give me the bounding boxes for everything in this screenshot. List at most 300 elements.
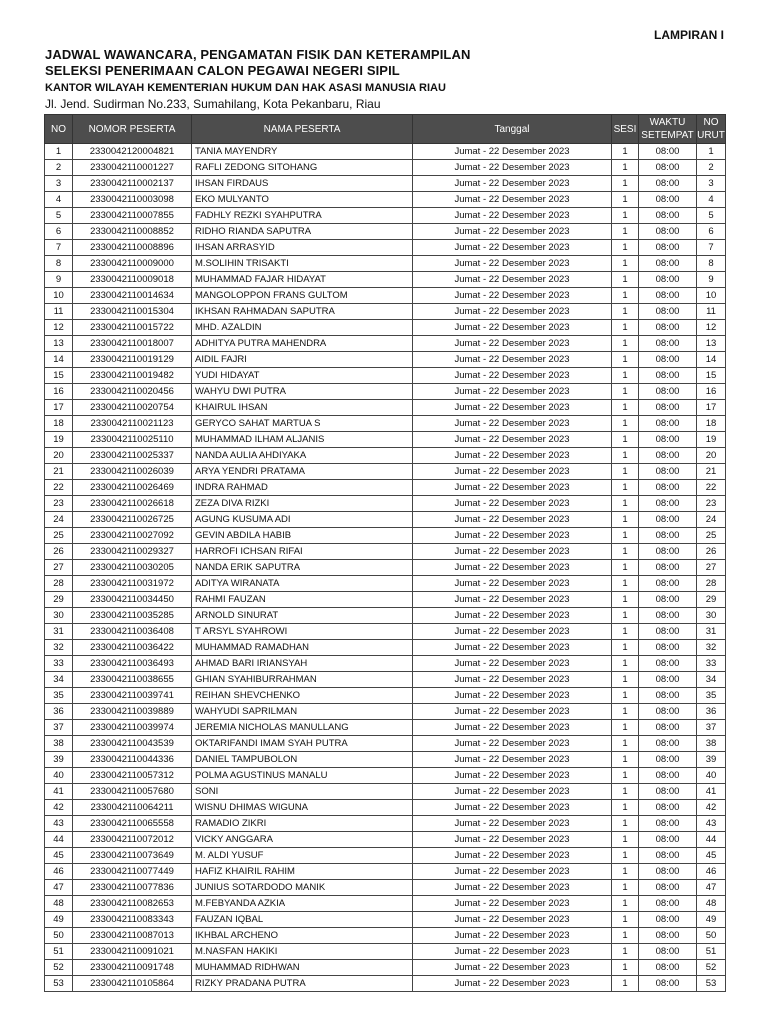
cell-no: 15	[45, 368, 73, 384]
cell-nomor-peserta: 2330042110019482	[73, 368, 192, 384]
cell-waktu: 08:00	[639, 384, 697, 400]
cell-no-urut: 16	[697, 384, 726, 400]
cell-no: 24	[45, 512, 73, 528]
cell-waktu: 08:00	[639, 736, 697, 752]
cell-no-urut: 6	[697, 224, 726, 240]
cell-tanggal: Jumat - 22 Desember 2023	[413, 672, 612, 688]
cell-nama-peserta: M.NASFAN HAKIKI	[192, 944, 413, 960]
cell-no: 5	[45, 208, 73, 224]
cell-nama-peserta: MUHAMMAD RAMADHAN	[192, 640, 413, 656]
cell-sesi: 1	[612, 912, 639, 928]
cell-sesi: 1	[612, 400, 639, 416]
table-row	[45, 208, 726, 224]
cell-nomor-peserta: 2330042110021123	[73, 416, 192, 432]
cell-tanggal: Jumat - 22 Desember 2023	[413, 800, 612, 816]
cell-tanggal: Jumat - 22 Desember 2023	[413, 224, 612, 240]
cell-tanggal: Jumat - 22 Desember 2023	[413, 656, 612, 672]
cell-no-urut: 13	[697, 336, 726, 352]
cell-nama-peserta: WAHYU DWI PUTRA	[192, 384, 413, 400]
cell-tanggal: Jumat - 22 Desember 2023	[413, 432, 612, 448]
cell-nama-peserta: OKTARIFANDI IMAM SYAH PUTRA	[192, 736, 413, 752]
cell-no: 29	[45, 592, 73, 608]
cell-waktu: 08:00	[639, 544, 697, 560]
cell-sesi: 1	[612, 816, 639, 832]
cell-tanggal: Jumat - 22 Desember 2023	[413, 896, 612, 912]
no-urut-line2: URUT	[697, 130, 725, 141]
table-row	[45, 272, 726, 288]
cell-nama-peserta: RIZKY PRADANA PUTRA	[192, 976, 413, 992]
cell-tanggal: Jumat - 22 Desember 2023	[413, 944, 612, 960]
cell-nomor-peserta: 2330042110026725	[73, 512, 192, 528]
table-row	[45, 304, 726, 320]
cell-nama-peserta: WAHYUDI SAPRILMAN	[192, 704, 413, 720]
table-row	[45, 544, 726, 560]
no-urut-line1: NO	[703, 117, 719, 128]
cell-no-urut: 33	[697, 656, 726, 672]
cell-no-urut: 40	[697, 768, 726, 784]
cell-nomor-peserta: 2330042110029327	[73, 544, 192, 560]
cell-no-urut: 21	[697, 464, 726, 480]
cell-no: 33	[45, 656, 73, 672]
cell-waktu: 08:00	[639, 336, 697, 352]
cell-no: 45	[45, 848, 73, 864]
cell-nama-peserta: MUHAMMAD RIDHWAN	[192, 960, 413, 976]
cell-nomor-peserta: 2330042110018007	[73, 336, 192, 352]
cell-nomor-peserta: 2330042110001227	[73, 160, 192, 176]
cell-nomor-peserta: 2330042110036493	[73, 656, 192, 672]
cell-nomor-peserta: 2330042110036408	[73, 624, 192, 640]
table-row	[45, 176, 726, 192]
cell-no: 49	[45, 912, 73, 928]
cell-no: 25	[45, 528, 73, 544]
cell-sesi: 1	[612, 752, 639, 768]
col-header-nomor-peserta: NOMOR PESERTA	[73, 115, 192, 144]
document-title-line1: JADWAL WAWANCARA, PENGAMATAN FISIK DAN KETERAMPILAN	[45, 47, 471, 62]
cell-sesi: 1	[612, 800, 639, 816]
cell-no: 6	[45, 224, 73, 240]
cell-waktu: 08:00	[639, 512, 697, 528]
office-address: Jl. Jend. Sudirman No.233, Sumahilang, Kota Pekanbaru, Riau	[45, 97, 381, 111]
cell-sesi: 1	[612, 192, 639, 208]
cell-no-urut: 38	[697, 736, 726, 752]
cell-nama-peserta: WISNU DHIMAS WIGUNA	[192, 800, 413, 816]
cell-nomor-peserta: 2330042110030205	[73, 560, 192, 576]
cell-no: 10	[45, 288, 73, 304]
cell-no-urut: 11	[697, 304, 726, 320]
cell-nama-peserta: GEVIN ABDILA HABIB	[192, 528, 413, 544]
table-row	[45, 832, 726, 848]
cell-tanggal: Jumat - 22 Desember 2023	[413, 976, 612, 992]
cell-no-urut: 15	[697, 368, 726, 384]
cell-nama-peserta: JEREMIA NICHOLAS MANULLANG	[192, 720, 413, 736]
cell-nama-peserta: IKHSAN RAHMADAN SAPUTRA	[192, 304, 413, 320]
cell-nomor-peserta: 2330042110091021	[73, 944, 192, 960]
table-row	[45, 448, 726, 464]
cell-tanggal: Jumat - 22 Desember 2023	[413, 848, 612, 864]
cell-tanggal: Jumat - 22 Desember 2023	[413, 736, 612, 752]
table-row	[45, 656, 726, 672]
cell-waktu: 08:00	[639, 320, 697, 336]
cell-no-urut: 12	[697, 320, 726, 336]
cell-nama-peserta: TANIA MAYENDRY	[192, 144, 413, 160]
cell-sesi: 1	[612, 480, 639, 496]
cell-nomor-peserta: 2330042110077836	[73, 880, 192, 896]
cell-no: 9	[45, 272, 73, 288]
cell-no-urut: 25	[697, 528, 726, 544]
cell-no: 1	[45, 144, 73, 160]
cell-no-urut: 3	[697, 176, 726, 192]
cell-nama-peserta: HAFIZ KHAIRIL RAHIM	[192, 864, 413, 880]
cell-nomor-peserta: 2330042110083343	[73, 912, 192, 928]
cell-tanggal: Jumat - 22 Desember 2023	[413, 464, 612, 480]
cell-sesi: 1	[612, 224, 639, 240]
cell-waktu: 08:00	[639, 832, 697, 848]
cell-sesi: 1	[612, 720, 639, 736]
cell-no-urut: 23	[697, 496, 726, 512]
cell-nomor-peserta: 2330042110019129	[73, 352, 192, 368]
cell-waktu: 08:00	[639, 592, 697, 608]
cell-no: 17	[45, 400, 73, 416]
cell-nomor-peserta: 2330042110003098	[73, 192, 192, 208]
table-row	[45, 528, 726, 544]
cell-no-urut: 47	[697, 880, 726, 896]
cell-no-urut: 27	[697, 560, 726, 576]
cell-waktu: 08:00	[639, 608, 697, 624]
cell-nama-peserta: ZEZA DIVA RIZKI	[192, 496, 413, 512]
cell-sesi: 1	[612, 352, 639, 368]
cell-waktu: 08:00	[639, 656, 697, 672]
table-row	[45, 928, 726, 944]
cell-nomor-peserta: 2330042110044336	[73, 752, 192, 768]
cell-waktu: 08:00	[639, 896, 697, 912]
table-row	[45, 864, 726, 880]
cell-tanggal: Jumat - 22 Desember 2023	[413, 336, 612, 352]
cell-waktu: 08:00	[639, 272, 697, 288]
cell-nomor-peserta: 2330042110026618	[73, 496, 192, 512]
cell-nama-peserta: GERYCO SAHAT MARTUA S	[192, 416, 413, 432]
cell-waktu: 08:00	[639, 480, 697, 496]
cell-tanggal: Jumat - 22 Desember 2023	[413, 640, 612, 656]
cell-nama-peserta: ADITYA WIRANATA	[192, 576, 413, 592]
table-row	[45, 736, 726, 752]
cell-sesi: 1	[612, 976, 639, 992]
cell-nomor-peserta: 2330042110014634	[73, 288, 192, 304]
cell-sesi: 1	[612, 208, 639, 224]
table-row	[45, 688, 726, 704]
cell-waktu: 08:00	[639, 816, 697, 832]
cell-nama-peserta: YUDI HIDAYAT	[192, 368, 413, 384]
cell-tanggal: Jumat - 22 Desember 2023	[413, 480, 612, 496]
cell-nomor-peserta: 2330042110036422	[73, 640, 192, 656]
cell-nama-peserta: MHD. AZALDIN	[192, 320, 413, 336]
cell-nama-peserta: KHAIRUL IHSAN	[192, 400, 413, 416]
cell-tanggal: Jumat - 22 Desember 2023	[413, 496, 612, 512]
cell-no-urut: 31	[697, 624, 726, 640]
cell-nama-peserta: M.SOLIHIN TRISAKTI	[192, 256, 413, 272]
table-row	[45, 192, 726, 208]
cell-no: 27	[45, 560, 73, 576]
cell-nama-peserta: ARYA YENDRI PRATAMA	[192, 464, 413, 480]
cell-no-urut: 48	[697, 896, 726, 912]
cell-sesi: 1	[612, 784, 639, 800]
table-row	[45, 432, 726, 448]
table-row	[45, 944, 726, 960]
cell-no-urut: 17	[697, 400, 726, 416]
cell-no: 28	[45, 576, 73, 592]
cell-waktu: 08:00	[639, 768, 697, 784]
table-row	[45, 224, 726, 240]
cell-no: 2	[45, 160, 73, 176]
cell-sesi: 1	[612, 672, 639, 688]
cell-tanggal: Jumat - 22 Desember 2023	[413, 240, 612, 256]
cell-sesi: 1	[612, 256, 639, 272]
col-header-no: NO	[45, 115, 73, 144]
cell-nama-peserta: FADHLY REZKI SYAHPUTRA	[192, 208, 413, 224]
cell-sesi: 1	[612, 736, 639, 752]
cell-no-urut: 10	[697, 288, 726, 304]
cell-sesi: 1	[612, 176, 639, 192]
cell-no-urut: 29	[697, 592, 726, 608]
cell-nama-peserta: ADHITYA PUTRA MAHENDRA	[192, 336, 413, 352]
cell-no: 39	[45, 752, 73, 768]
cell-nama-peserta: NANDA ERIK SAPUTRA	[192, 560, 413, 576]
cell-tanggal: Jumat - 22 Desember 2023	[413, 512, 612, 528]
cell-nomor-peserta: 2330042110007855	[73, 208, 192, 224]
cell-sesi: 1	[612, 272, 639, 288]
cell-waktu: 08:00	[639, 160, 697, 176]
table-row	[45, 800, 726, 816]
cell-nama-peserta: NANDA AULIA AHDIYAKA	[192, 448, 413, 464]
table-row	[45, 624, 726, 640]
cell-waktu: 08:00	[639, 400, 697, 416]
cell-waktu: 08:00	[639, 416, 697, 432]
table-row	[45, 160, 726, 176]
cell-tanggal: Jumat - 22 Desember 2023	[413, 768, 612, 784]
cell-no-urut: 34	[697, 672, 726, 688]
cell-sesi: 1	[612, 432, 639, 448]
cell-no: 44	[45, 832, 73, 848]
cell-nomor-peserta: 2330042110009018	[73, 272, 192, 288]
cell-waktu: 08:00	[639, 496, 697, 512]
cell-waktu: 08:00	[639, 944, 697, 960]
cell-no: 41	[45, 784, 73, 800]
cell-tanggal: Jumat - 22 Desember 2023	[413, 368, 612, 384]
cell-no: 51	[45, 944, 73, 960]
cell-tanggal: Jumat - 22 Desember 2023	[413, 192, 612, 208]
cell-nomor-peserta: 2330042110077449	[73, 864, 192, 880]
cell-no: 43	[45, 816, 73, 832]
cell-nama-peserta: FAUZAN IQBAL	[192, 912, 413, 928]
cell-nomor-peserta: 2330042110073649	[73, 848, 192, 864]
table-body	[45, 144, 726, 992]
cell-waktu: 08:00	[639, 864, 697, 880]
cell-tanggal: Jumat - 22 Desember 2023	[413, 880, 612, 896]
cell-nama-peserta: GHIAN SYAHIBURRAHMAN	[192, 672, 413, 688]
cell-no-urut: 50	[697, 928, 726, 944]
cell-no-urut: 30	[697, 608, 726, 624]
cell-sesi: 1	[612, 704, 639, 720]
cell-nama-peserta: M.FEBYANDA AZKIA	[192, 896, 413, 912]
cell-nama-peserta: RAMADIO ZIKRI	[192, 816, 413, 832]
cell-nomor-peserta: 2330042110008896	[73, 240, 192, 256]
cell-nomor-peserta: 2330042110026469	[73, 480, 192, 496]
cell-tanggal: Jumat - 22 Desember 2023	[413, 272, 612, 288]
table-row	[45, 560, 726, 576]
cell-waktu: 08:00	[639, 800, 697, 816]
cell-nomor-peserta: 2330042110105864	[73, 976, 192, 992]
table-row	[45, 336, 726, 352]
cell-tanggal: Jumat - 22 Desember 2023	[413, 288, 612, 304]
cell-tanggal: Jumat - 22 Desember 2023	[413, 816, 612, 832]
cell-no: 26	[45, 544, 73, 560]
cell-no-urut: 14	[697, 352, 726, 368]
cell-nomor-peserta: 2330042110082653	[73, 896, 192, 912]
cell-sesi: 1	[612, 656, 639, 672]
cell-nomor-peserta: 2330042110027092	[73, 528, 192, 544]
col-header-tanggal: Tanggal	[413, 115, 612, 144]
cell-sesi: 1	[612, 944, 639, 960]
cell-sesi: 1	[612, 640, 639, 656]
cell-nama-peserta: SONI	[192, 784, 413, 800]
table-row	[45, 704, 726, 720]
table-row	[45, 496, 726, 512]
table-row	[45, 912, 726, 928]
cell-sesi: 1	[612, 544, 639, 560]
lampiran-label: LAMPIRAN I	[654, 28, 724, 42]
table-row	[45, 640, 726, 656]
cell-waktu: 08:00	[639, 672, 697, 688]
cell-nomor-peserta: 2330042110020754	[73, 400, 192, 416]
cell-tanggal: Jumat - 22 Desember 2023	[413, 752, 612, 768]
cell-tanggal: Jumat - 22 Desember 2023	[413, 256, 612, 272]
cell-no-urut: 51	[697, 944, 726, 960]
cell-waktu: 08:00	[639, 304, 697, 320]
cell-tanggal: Jumat - 22 Desember 2023	[413, 704, 612, 720]
cell-no: 42	[45, 800, 73, 816]
cell-no: 48	[45, 896, 73, 912]
cell-no-urut: 28	[697, 576, 726, 592]
table-row	[45, 608, 726, 624]
cell-waktu: 08:00	[639, 176, 697, 192]
cell-sesi: 1	[612, 624, 639, 640]
table-row	[45, 720, 726, 736]
table-row	[45, 352, 726, 368]
cell-waktu: 08:00	[639, 928, 697, 944]
cell-waktu: 08:00	[639, 448, 697, 464]
cell-nomor-peserta: 2330042110020456	[73, 384, 192, 400]
cell-sesi: 1	[612, 144, 639, 160]
cell-no-urut: 1	[697, 144, 726, 160]
cell-sesi: 1	[612, 304, 639, 320]
cell-sesi: 1	[612, 880, 639, 896]
cell-nomor-peserta: 2330042110009000	[73, 256, 192, 272]
cell-tanggal: Jumat - 22 Desember 2023	[413, 688, 612, 704]
cell-nama-peserta: AHMAD BARI IRIANSYAH	[192, 656, 413, 672]
cell-nama-peserta: T ARSYL SYAHROWI	[192, 624, 413, 640]
table-row	[45, 464, 726, 480]
cell-nama-peserta: RAFLI ZEDONG SITOHANG	[192, 160, 413, 176]
cell-waktu: 08:00	[639, 960, 697, 976]
cell-no: 3	[45, 176, 73, 192]
cell-nomor-peserta: 2330042110065558	[73, 816, 192, 832]
cell-no-urut: 37	[697, 720, 726, 736]
cell-sesi: 1	[612, 896, 639, 912]
table-row	[45, 672, 726, 688]
cell-no: 8	[45, 256, 73, 272]
cell-no-urut: 26	[697, 544, 726, 560]
cell-nama-peserta: REIHAN SHEVCHENKO	[192, 688, 413, 704]
cell-no-urut: 49	[697, 912, 726, 928]
cell-nomor-peserta: 2330042110008852	[73, 224, 192, 240]
table-row	[45, 592, 726, 608]
waktu-line1: WAKTU	[649, 117, 686, 128]
cell-nomor-peserta: 2330042110039974	[73, 720, 192, 736]
cell-tanggal: Jumat - 22 Desember 2023	[413, 352, 612, 368]
cell-nama-peserta: HARROFI ICHSAN RIFAI	[192, 544, 413, 560]
cell-nomor-peserta: 2330042110015304	[73, 304, 192, 320]
cell-nama-peserta: MANGOLOPPON FRANS GULTOM	[192, 288, 413, 304]
table-row	[45, 240, 726, 256]
table-row	[45, 880, 726, 896]
cell-waktu: 08:00	[639, 192, 697, 208]
cell-no: 13	[45, 336, 73, 352]
cell-nomor-peserta: 2330042110057680	[73, 784, 192, 800]
cell-waktu: 08:00	[639, 624, 697, 640]
cell-nama-peserta: ARNOLD SINURAT	[192, 608, 413, 624]
cell-tanggal: Jumat - 22 Desember 2023	[413, 160, 612, 176]
cell-tanggal: Jumat - 22 Desember 2023	[413, 832, 612, 848]
cell-sesi: 1	[612, 832, 639, 848]
cell-nama-peserta: JUNIUS SOTARDODO MANIK	[192, 880, 413, 896]
table-row	[45, 576, 726, 592]
cell-nama-peserta: AIDIL FAJRI	[192, 352, 413, 368]
cell-tanggal: Jumat - 22 Desember 2023	[413, 416, 612, 432]
cell-sesi: 1	[612, 384, 639, 400]
cell-sesi: 1	[612, 608, 639, 624]
cell-no: 53	[45, 976, 73, 992]
office-name: KANTOR WILAYAH KEMENTERIAN HUKUM DAN HAK ASASI MANUSIA RIAU	[45, 82, 446, 94]
table-row	[45, 512, 726, 528]
cell-tanggal: Jumat - 22 Desember 2023	[413, 928, 612, 944]
cell-nomor-peserta: 2330042110064211	[73, 800, 192, 816]
cell-nomor-peserta: 2330042110025110	[73, 432, 192, 448]
cell-tanggal: Jumat - 22 Desember 2023	[413, 176, 612, 192]
cell-waktu: 08:00	[639, 256, 697, 272]
cell-nomor-peserta: 2330042110087013	[73, 928, 192, 944]
cell-sesi: 1	[612, 336, 639, 352]
cell-no-urut: 53	[697, 976, 726, 992]
cell-no: 21	[45, 464, 73, 480]
table-row	[45, 256, 726, 272]
cell-no-urut: 22	[697, 480, 726, 496]
table-header	[45, 115, 726, 144]
cell-no-urut: 4	[697, 192, 726, 208]
col-header-nama-peserta: NAMA PESERTA	[192, 115, 413, 144]
cell-nomor-peserta: 2330042110057312	[73, 768, 192, 784]
cell-sesi: 1	[612, 496, 639, 512]
cell-sesi: 1	[612, 592, 639, 608]
cell-nama-peserta: EKO MULYANTO	[192, 192, 413, 208]
cell-nama-peserta: INDRA RAHMAD	[192, 480, 413, 496]
cell-no: 11	[45, 304, 73, 320]
cell-no: 36	[45, 704, 73, 720]
table-row	[45, 752, 726, 768]
cell-no: 7	[45, 240, 73, 256]
cell-waktu: 08:00	[639, 432, 697, 448]
cell-no-urut: 32	[697, 640, 726, 656]
cell-nomor-peserta: 2330042110072012	[73, 832, 192, 848]
cell-sesi: 1	[612, 528, 639, 544]
